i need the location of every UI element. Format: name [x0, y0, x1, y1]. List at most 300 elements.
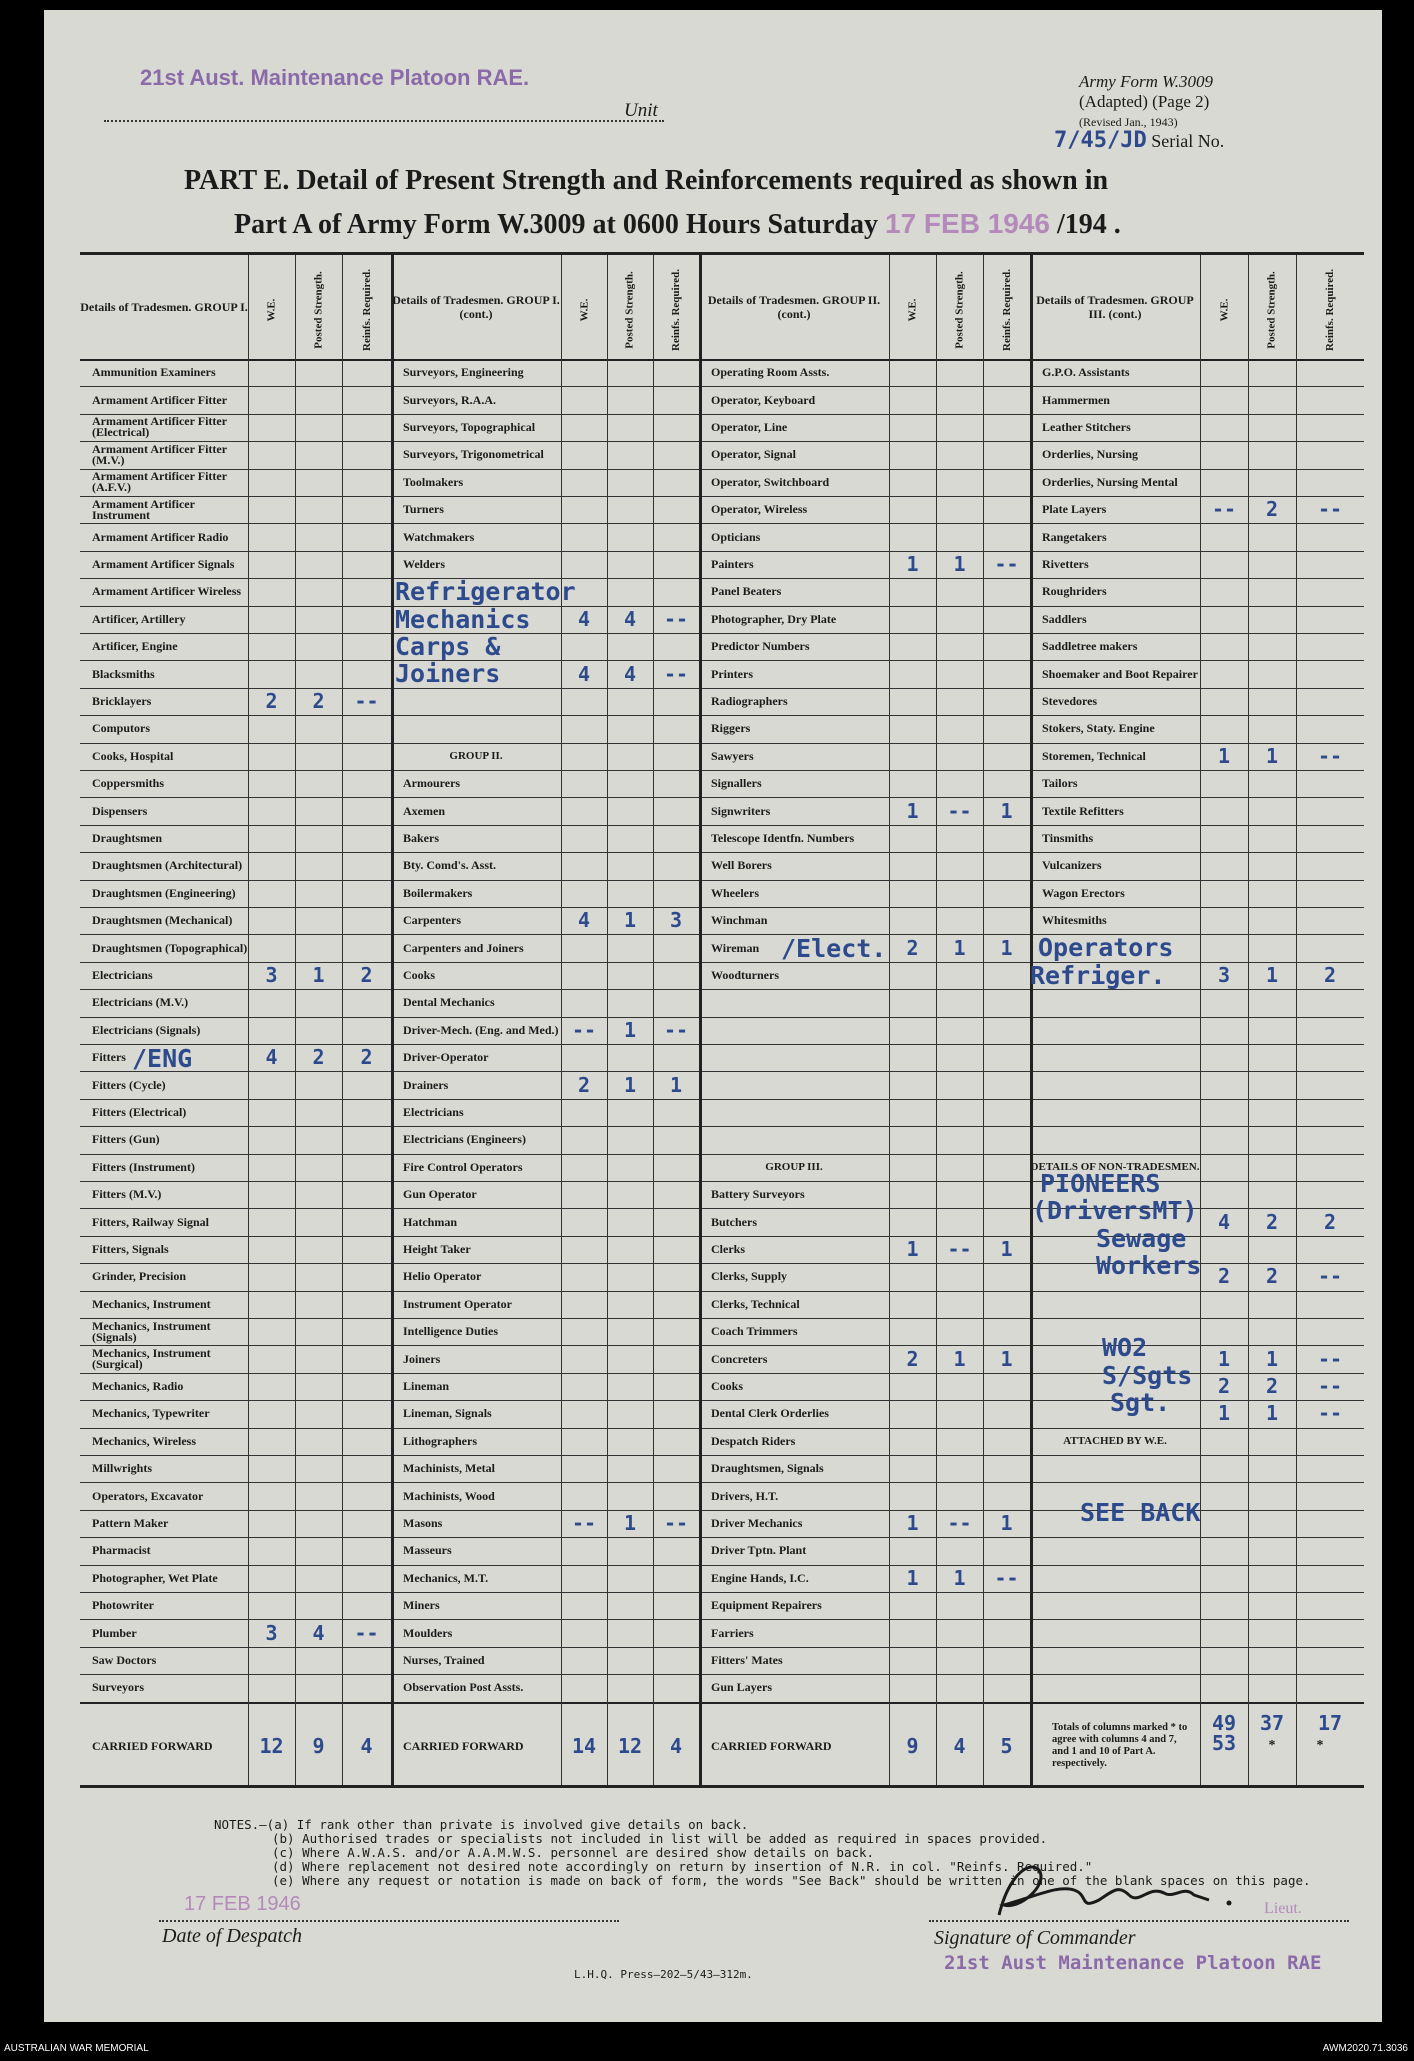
strength-value-rr: 1	[1000, 935, 1013, 960]
trade-label: Armament Artificer Fitter (A.F.V.)	[92, 469, 227, 495]
strength-value-we: 2	[265, 688, 278, 713]
title-dot: .	[1113, 209, 1121, 240]
trade-label: Fitters	[92, 1050, 126, 1065]
note-a: NOTES.—(a) If rank other than private is involved give details on back.	[214, 1817, 749, 1832]
trade-label: Fire Control Operators	[403, 1159, 523, 1174]
typed-trade-name: (DriversMT)	[1032, 1196, 1198, 1226]
strength-value-we: 1	[906, 1510, 919, 1535]
strength-value-ps: 1	[1265, 743, 1279, 768]
trade-label: Storemen, Technical	[1042, 748, 1146, 763]
header-posted-strength	[936, 265, 983, 355]
trade-label: Armament Artificer Signals	[92, 556, 235, 571]
strength-value-we: 2	[1217, 1373, 1231, 1398]
trade-label: Panel Beaters	[711, 584, 782, 599]
total-value-rr: 4	[669, 1733, 683, 1758]
trade-label: Mechanics, Radio	[92, 1378, 184, 1393]
trade-label: Masons	[403, 1515, 443, 1530]
trade-label: Dental Mechanics	[403, 995, 495, 1010]
strength-value-rr: --	[663, 1017, 689, 1042]
trade-label: Cooks	[711, 1378, 744, 1393]
typed-annotation: /ENG	[132, 1044, 193, 1073]
typed-trade-name: S/Sgts	[1102, 1360, 1193, 1390]
note-b: (b) Authorised trades or specialists not included in list will be added as required in spaces provided.	[272, 1831, 1048, 1846]
trade-label: Vulcanizers	[1042, 858, 1102, 873]
total-value-rr: 17	[1317, 1711, 1343, 1736]
trade-label: Bakers	[403, 830, 439, 845]
totals-note: Totals of columns marked * to agree with columns 4 and 7, and 1 and 10 of Part A. respectively.	[1052, 1722, 1188, 1770]
trade-label: Draughtsmen	[92, 830, 163, 845]
trade-label: Concreters	[711, 1351, 768, 1366]
trade-label: Armament Artificer Wireless	[92, 584, 242, 599]
total-value-ps: 9	[312, 1733, 325, 1758]
trade-label: Clerks	[711, 1241, 745, 1256]
trade-label: Photographer, Wet Plate	[92, 1570, 218, 1585]
print-reference: L.H.Q. Press—202—5/43—312m.	[574, 1968, 753, 1981]
trade-label: Moulders	[403, 1625, 453, 1640]
trade-label: Wireman	[711, 940, 760, 955]
strength-value-ps: 2	[1265, 1209, 1279, 1234]
trade-label: Welders	[403, 556, 445, 571]
strength-value-ps: 1	[623, 908, 637, 933]
header-posted-strength	[1248, 265, 1296, 355]
trade-label: Artificer, Artillery	[92, 611, 186, 626]
trade-label: Miners	[403, 1598, 440, 1613]
trade-label: Fitters (Cycle)	[92, 1077, 166, 1092]
trade-label: Battery Surveyors	[711, 1187, 805, 1202]
strength-value-we: 1	[1217, 1346, 1231, 1371]
trade-label: Electricians	[92, 967, 153, 982]
trade-label: Draughtsmen (Topographical)	[92, 940, 248, 955]
trade-label: Telescope Identfn. Numbers	[711, 830, 855, 845]
trade-label: Pattern Maker	[92, 1515, 169, 1530]
form-page	[44, 10, 1382, 2022]
total-star-mark: *	[1268, 1738, 1276, 1754]
header-we	[248, 265, 295, 355]
strength-value-ps: --	[947, 1510, 972, 1535]
form-adapted: (Adapted) (Page 2)	[1079, 92, 1210, 111]
trade-label: Roughriders	[1042, 584, 1107, 599]
trade-label: Axemen	[403, 803, 445, 818]
trade-label: Tailors	[1042, 776, 1078, 791]
typed-trade-name: Refrigerator	[395, 577, 576, 607]
header-reinfs-required-text: Reinfs. Required.	[1000, 269, 1013, 351]
title-prefix: Part A of Army Form W.3009 at 0600 Hours Saturday	[234, 209, 878, 240]
trade-label: Electricians (Engineers)	[403, 1132, 526, 1147]
column-rule	[1248, 255, 1249, 1785]
trade-label: Armament Artificer Fitter	[92, 392, 228, 407]
strength-value-rr: --	[1317, 1346, 1343, 1371]
trade-label: Carpenters and Joiners	[403, 940, 524, 955]
strength-value-we: 4	[577, 606, 591, 631]
strength-value-rr: --	[1317, 1373, 1343, 1398]
strength-value-rr: 3	[669, 908, 683, 933]
column-rule	[1200, 255, 1201, 1785]
strength-value-rr: --	[663, 606, 689, 631]
strength-value-we: 3	[1217, 962, 1231, 987]
trade-label: Grinder, Precision	[92, 1269, 186, 1284]
trade-label: Observation Post Assts.	[403, 1680, 524, 1695]
trade-label: Lineman	[403, 1378, 450, 1393]
header-posted-strength-text: Posted Strength.	[624, 271, 637, 349]
strength-value-we: 3	[265, 962, 278, 987]
strength-value-ps: 2	[1265, 1264, 1279, 1289]
trade-label: Height Taker	[403, 1241, 471, 1256]
trade-label: Saddlers	[1042, 611, 1087, 626]
serial-label: Serial No.	[1151, 131, 1225, 151]
header-posted-strength-text: Posted Strength.	[1266, 271, 1279, 349]
trade-label: Pharmacist	[92, 1543, 151, 1558]
strength-value-we: 1	[906, 1565, 919, 1590]
strength-value-ps: 1	[953, 1346, 966, 1371]
trade-label: G.P.O. Assistants	[1042, 365, 1130, 380]
row-rule	[80, 1017, 1364, 1018]
trade-label: Stevedores	[1042, 693, 1098, 708]
trade-label: Cooks	[403, 967, 436, 982]
typed-trade-name: SEE BACK	[1080, 1497, 1201, 1527]
trade-label: Surveyors, Topographical	[403, 419, 536, 434]
trade-label: Painters	[711, 556, 754, 571]
strength-value-we: 1	[906, 798, 919, 823]
typed-trade-name: Joiners	[395, 659, 501, 689]
form-revised: (Revised Jan., 1943)	[1079, 115, 1178, 129]
trade-label: Well Borers	[711, 858, 772, 873]
trade-label: Carpenters	[403, 913, 461, 928]
trade-label: Mechanics, Instrument	[92, 1296, 211, 1311]
group-heading: GROUP III.	[765, 1160, 823, 1173]
header-reinfs-required	[653, 265, 699, 355]
trade-label: Opticians	[711, 529, 761, 544]
strength-value-rr: 2	[360, 962, 373, 987]
unit-stamp: 21st Aust. Maintenance Platoon RAE.	[140, 65, 530, 90]
trade-label: Electricians	[403, 1104, 464, 1119]
trade-label: Intelligence Duties	[403, 1324, 498, 1339]
trade-label: Dispensers	[92, 803, 148, 818]
row-rule	[80, 989, 1364, 990]
signature-line	[929, 1920, 1349, 1922]
header-we-text: W.E.	[1217, 298, 1230, 322]
trade-label: Instrument Operator	[403, 1296, 512, 1311]
trade-label: Driver-Mech. (Eng. and Med.)	[403, 1022, 559, 1037]
strength-value-rr: --	[1317, 1401, 1343, 1426]
trade-label: Fitters (M.V.)	[92, 1187, 162, 1202]
trade-label: Wagon Erectors	[1042, 885, 1125, 900]
total-value-we: 9	[906, 1733, 919, 1758]
strength-value-ps: 1	[953, 551, 966, 576]
signature-label: Signature of Commander	[934, 1927, 1136, 1949]
typed-trade-name: Workers	[1096, 1251, 1202, 1281]
signature-unit-stamp: 21st Aust Maintenance Platoon RAE	[944, 1952, 1322, 1974]
trade-label: Fitters (Instrument)	[92, 1159, 195, 1174]
header-we	[561, 265, 607, 355]
trade-label: Draughtsmen (Architectural)	[92, 858, 243, 873]
trade-label: Riggers	[711, 721, 751, 736]
trade-label: Surveyors	[92, 1680, 144, 1695]
strength-value-we: 2	[1217, 1264, 1231, 1289]
trade-label: Printers	[711, 666, 753, 681]
header-we-text: W.E.	[906, 298, 919, 322]
strength-value-ps: 1	[1265, 1346, 1279, 1371]
strength-value-rr: 2	[1323, 1209, 1337, 1234]
trade-label: Whitesmiths	[1042, 913, 1107, 928]
strength-value-ps: 1	[1265, 962, 1279, 987]
trade-label: Toolmakers	[403, 474, 464, 489]
trade-label: Armament Artificer Fitter (M.V.)	[92, 441, 227, 467]
strength-value-ps: 4	[623, 606, 637, 631]
header-reinfs-required-text: Reinfs. Required.	[360, 269, 373, 351]
strength-value-rr: 2	[360, 1045, 373, 1070]
trade-label: Blacksmiths	[92, 666, 155, 681]
despatch-label: Date of Despatch	[162, 1925, 302, 1947]
column-rule	[248, 255, 249, 1785]
signature-rank: Lieut.	[1264, 1900, 1302, 1917]
trade-label: Gun Operator	[403, 1187, 477, 1202]
trade-label: Mechanics, Instrument (Surgical)	[92, 1346, 211, 1372]
strength-value-ps: 1	[623, 1017, 637, 1042]
trade-label: Draughtsmen (Engineering)	[92, 885, 236, 900]
header-we-text: W.E.	[577, 298, 590, 322]
trade-label: Plumber	[92, 1625, 137, 1640]
strength-value-rr: --	[663, 661, 689, 686]
trade-label: Sawyers	[711, 748, 754, 763]
strength-value-ps: --	[947, 1236, 972, 1261]
header-reinfs-required-text: Reinfs. Required.	[670, 269, 682, 351]
group-heading: ATTACHED BY W.E.	[1063, 1434, 1167, 1447]
trade-label: Ammunition Examiners	[92, 365, 216, 380]
trade-label: Gun Layers	[711, 1680, 773, 1695]
despatch-line	[159, 1920, 619, 1922]
strength-value-ps: 2	[312, 1045, 325, 1070]
unit-line	[104, 120, 664, 122]
total-value-we-overwritten: 53	[1211, 1731, 1237, 1756]
trade-label: Electricians (M.V.)	[92, 995, 189, 1010]
trade-label: Driver Tptn. Plant	[711, 1543, 807, 1558]
typed-trade-name: Mechanics	[395, 604, 531, 634]
trade-label: Operator, Keyboard	[711, 392, 816, 407]
strength-value-ps: 2	[312, 688, 325, 713]
row-rule	[80, 1099, 1364, 1100]
trade-label: Lithographers	[403, 1433, 478, 1448]
trade-label: Engine Hands, I.C.	[711, 1570, 809, 1585]
trade-label: Winchman	[711, 913, 768, 928]
note-d: (d) Where replacement not desired note accordingly on return by insertion of N.R. in col. "Reinfs. Required."	[272, 1859, 1093, 1874]
trade-label: Saddletree makers	[1042, 639, 1138, 654]
trade-label: Bty. Comd's. Asst.	[403, 858, 497, 873]
trade-label: Farriers	[711, 1625, 754, 1640]
trade-label: Operating Room Assts.	[711, 365, 830, 380]
trade-label: Signwriters	[711, 803, 771, 818]
trade-label: Butchers	[711, 1214, 757, 1229]
trade-label: Fitters (Gun)	[92, 1132, 160, 1147]
column-rule	[1296, 255, 1297, 1785]
carried-forward-label: CARRIED FORWARD	[92, 1738, 213, 1753]
serial-row	[1054, 128, 1224, 153]
strength-value-we: 3	[265, 1620, 278, 1645]
carried-forward-label: CARRIED FORWARD	[403, 1738, 524, 1753]
strength-value-we: 2	[577, 1072, 591, 1097]
total-value-we: 14	[571, 1733, 597, 1758]
column-rule	[295, 255, 296, 1785]
trade-label: Cooks, Hospital	[92, 748, 174, 763]
strength-value-rr: --	[663, 1510, 689, 1535]
strength-value-rr: --	[1317, 497, 1343, 522]
strength-value-rr: 1	[1000, 798, 1013, 823]
trade-label: Artificer, Engine	[92, 639, 178, 654]
header-we	[889, 265, 936, 355]
trade-label: Wheelers	[711, 885, 759, 900]
page-title-line2	[234, 208, 1121, 241]
strength-value-we: 4	[577, 661, 591, 686]
header-posted-strength	[607, 265, 653, 355]
strength-value-ps: 1	[953, 935, 966, 960]
trade-label: Orderlies, Nursing Mental	[1042, 474, 1178, 489]
strength-value-we: 2	[906, 1346, 919, 1371]
title-date-stamp: 17 FEB 1946	[885, 208, 1050, 239]
trade-label: Hatchman	[403, 1214, 457, 1229]
trade-label: Turners	[403, 502, 444, 517]
trade-label: Machinists, Metal	[403, 1461, 495, 1476]
typed-trade-name: Sewage	[1096, 1223, 1187, 1253]
total-value-ps: 37	[1259, 1711, 1285, 1736]
note-e: (e) Where any request or notation is made on back of form, the words "See Back" should be written in one of the blank spaces on this page.	[272, 1873, 1311, 1888]
trade-label: Rivetters	[1042, 556, 1089, 571]
unit-label: Unit	[624, 100, 658, 121]
trade-label: Surveyors, Engineering	[403, 365, 524, 380]
trade-label: Armament Artificer Radio	[92, 529, 229, 544]
strength-value-ps: 1	[312, 962, 325, 987]
trade-label: Fitters (Electrical)	[92, 1104, 187, 1119]
strength-value-ps: 2	[1265, 1373, 1279, 1398]
trade-label: Operators, Excavator	[92, 1488, 204, 1503]
trade-label: Electricians (Signals)	[92, 1022, 201, 1037]
trade-label: Coach Trimmers	[711, 1324, 798, 1339]
strength-value-we: --	[1211, 497, 1237, 522]
trade-label: Computors	[92, 721, 151, 736]
strength-value-rr: --	[994, 551, 1019, 576]
trade-label: Millwrights	[92, 1461, 152, 1476]
header-posted-strength-text: Posted Strength.	[312, 271, 325, 349]
trade-label: Equipment Repairers	[711, 1598, 822, 1613]
trade-label: Orderlies, Nursing	[1042, 447, 1138, 462]
trade-label: Drainers	[403, 1077, 449, 1092]
title-year-suffix: /194	[1057, 209, 1107, 240]
trade-label: Plate Layers	[1042, 502, 1107, 517]
trade-label: Tinsmiths	[1042, 830, 1094, 845]
typed-annotation: /Elect.	[781, 934, 887, 964]
strength-value-rr: --	[994, 1565, 1019, 1590]
trade-label: Operator, Switchboard	[711, 474, 830, 489]
trade-label: Clerks, Technical	[711, 1296, 800, 1311]
total-value-ps: 12	[617, 1733, 643, 1758]
strength-value-we: 1	[1217, 1401, 1231, 1426]
trade-label: Nurses, Trained	[403, 1652, 485, 1667]
header-reinfs-required	[1296, 265, 1364, 355]
trade-label: Hammermen	[1042, 392, 1110, 407]
trade-label: Armament Artificer Fitter (Electrical)	[92, 414, 227, 440]
column-header-details: Details of Tradesmen. GROUP I.	[80, 300, 248, 314]
trade-label: Radiographers	[711, 693, 788, 708]
trade-label: Mechanics, Wireless	[92, 1433, 196, 1448]
total-value-we: 49	[1211, 1711, 1237, 1736]
trade-label: Drivers, H.T.	[711, 1488, 779, 1503]
header-posted-strength	[295, 265, 342, 355]
strength-value-rr: --	[1317, 743, 1343, 768]
archive-id: AWM2020.71.3036	[1322, 2043, 1408, 2054]
trade-label: Photowriter	[92, 1598, 154, 1613]
trade-label: Predictor Numbers	[711, 639, 810, 654]
strength-value-we: 4	[1217, 1209, 1231, 1234]
typed-trade-name: WO2	[1102, 1333, 1148, 1363]
total-value-rr: 5	[1000, 1733, 1013, 1758]
strength-value-rr: 1	[1000, 1346, 1013, 1371]
trade-label: Leather Stitchers	[1042, 419, 1131, 434]
trade-label: Watchmakers	[403, 529, 475, 544]
row-rule	[80, 1071, 1364, 1072]
column-header-details: Details of Tradesmen. GROUP I. (cont.)	[392, 293, 560, 321]
form-number-block	[1079, 72, 1213, 132]
strength-value-ps: 1	[623, 1072, 637, 1097]
trade-label: Operator, Wireless	[711, 502, 808, 517]
trade-label: Clerks, Supply	[711, 1269, 788, 1284]
form-name: Army Form W.3009	[1079, 72, 1213, 91]
page-title-line1: PART E. Detail of Present Strength and Reinforcements required as shown in	[184, 165, 1109, 196]
trade-label: Coppersmiths	[92, 776, 165, 791]
header-reinfs-required	[983, 265, 1030, 355]
strength-value-rr: 2	[1323, 962, 1337, 987]
strength-table	[80, 252, 1364, 1788]
strength-value-ps: 4	[623, 661, 637, 686]
strength-value-ps: 4	[312, 1620, 325, 1645]
strength-value-rr: --	[354, 688, 379, 713]
typed-trade-name: Sgt.	[1110, 1388, 1171, 1418]
trade-label: Joiners	[403, 1351, 441, 1366]
trade-label: Textile Refitters	[1042, 803, 1124, 818]
trade-label: Woodturners	[711, 967, 780, 982]
header-posted-strength-text: Posted Strength.	[953, 271, 966, 349]
trade-label: Draughtsmen, Signals	[711, 1461, 824, 1476]
strength-value-ps: 1	[953, 1565, 966, 1590]
trade-label: Shoemaker and Boot Repairer	[1042, 666, 1198, 681]
strength-value-ps: 1	[1265, 1401, 1279, 1426]
strength-value-we: 4	[265, 1045, 278, 1070]
trade-label: Photographer, Dry Plate	[711, 611, 837, 626]
header-we	[1200, 265, 1248, 355]
archive-credit: AUSTRALIAN WAR MEMORIAL	[4, 2043, 149, 2054]
column-rule	[983, 255, 984, 1785]
strength-value-ps: --	[947, 798, 972, 823]
serial-number: 7/45/JD	[1054, 128, 1147, 153]
strength-value-rr: 1	[1000, 1236, 1013, 1261]
trade-label: Fitters' Mates	[711, 1652, 783, 1667]
trade-label: Driver Mechanics	[711, 1515, 803, 1530]
commander-signature	[979, 1855, 1269, 1925]
trade-label: Bricklayers	[92, 693, 152, 708]
row-rule	[80, 1126, 1364, 1127]
total-value-we: 12	[259, 1733, 284, 1758]
typed-trade-name: PIONEERS	[1040, 1169, 1161, 1199]
trade-label: Mechanics, M.T.	[403, 1570, 489, 1585]
trade-label: Surveyors, Trigonometrical	[403, 447, 544, 462]
trade-label: Armament Artificer Instrument	[92, 496, 195, 522]
despatch-date-stamp: 17 FEB 1946	[184, 1893, 301, 1915]
trade-label: Operator, Line	[711, 419, 788, 434]
strength-value-rr: --	[354, 1620, 379, 1645]
column-rule	[936, 255, 937, 1785]
strength-value-we: --	[571, 1510, 597, 1535]
trade-label: Draughtsmen (Mechanical)	[92, 913, 233, 928]
strength-value-ps: 2	[1265, 497, 1279, 522]
strength-value-we: 1	[906, 1236, 919, 1261]
column-header-details: Details of Tradesmen. GROUP II. (cont.)	[707, 293, 881, 321]
